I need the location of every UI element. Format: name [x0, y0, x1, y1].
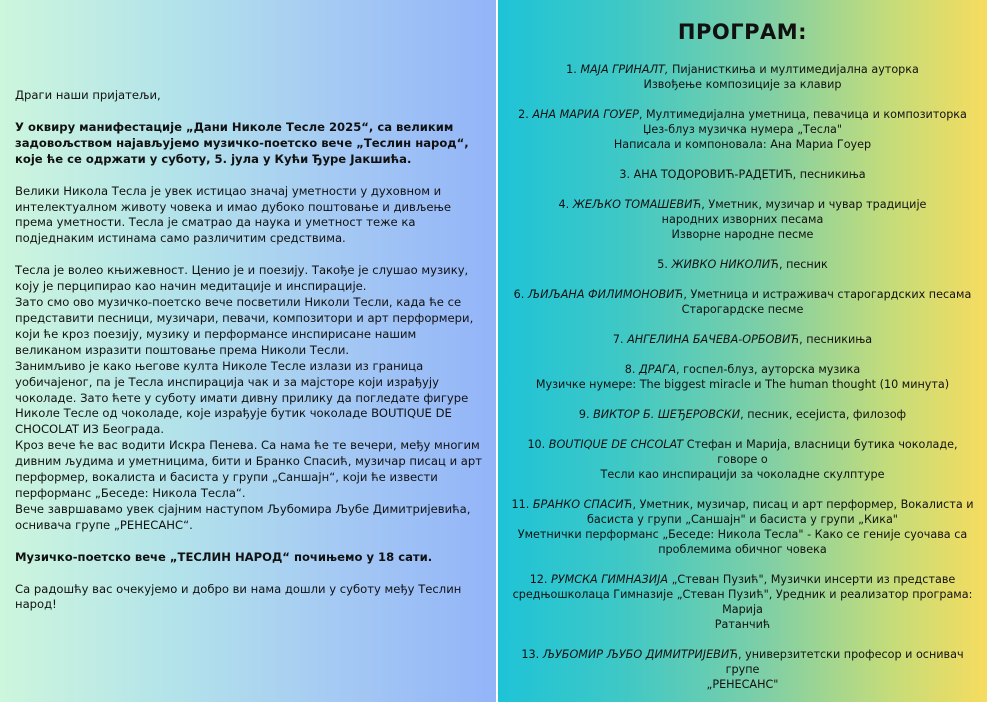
performer-description: , госпел-блуз, ауторска музика	[676, 363, 861, 376]
program-item-number: 5.	[657, 258, 668, 271]
program-item-number: 8.	[624, 363, 636, 376]
program-panel	[498, 0, 987, 702]
program-item	[506, 572, 979, 632]
paragraph-literature: Тесла је волео књижевност. Ценио је и поезију. Такође је слушао музику, коју је перципирао као начин медитације и инспирације.	[15, 263, 469, 294]
performer-name: ДРАГА	[638, 363, 676, 376]
program-item-number: 6.	[513, 288, 525, 301]
program-item	[506, 497, 979, 557]
performer-name: ЉУБОМИР ЉУБО ДИМИТРИЈЕВИЋ	[542, 648, 738, 661]
program-item	[506, 257, 979, 272]
program-item	[506, 197, 979, 242]
paragraph-finale: Вече завршавамо увек сјајним наступом Љубомира Љубе Димитријевића, оснивача групе „РЕНЕСАНС“.	[15, 501, 471, 532]
performer-description: , песникиња	[799, 333, 873, 346]
performer-description: „Стеван Пузић", Музички инсерти из представе средњошколаца Гимназије „Стеван Пузић", Уредник и реализатор програма: Марија Ратанчић	[512, 573, 973, 631]
performance-details: Изворне народне песме	[671, 228, 814, 241]
performer-name: ЖИВКО НИКОЛИЋ	[671, 258, 779, 271]
performer-description: , Мултимедијална уметница, певачица и композиторка	[638, 108, 967, 121]
program-item	[506, 287, 979, 317]
program-item	[506, 362, 979, 392]
performance-details: Извођење композиције за клавир	[643, 78, 842, 91]
performer-name: ВИКТОР Б. ШЕЂЕРОВСКИ	[593, 408, 741, 421]
performer-description: Пијанисткиња и мултимедијална ауторка	[668, 63, 919, 76]
performer-name: БРАНКО СПАСИЋ	[532, 498, 633, 511]
program-list	[506, 62, 979, 692]
performer-name: АНГЕЛИНА БАЧЕВА-ОРБОВИЋ	[627, 333, 800, 346]
program-item	[506, 167, 979, 182]
paragraph-chocolate: Занимљиво је како његове култа Николе Тесле излази из граница уобичајеног, па је Тесла инспирација чак и за мајсторе који израђују чоколаде. Зато ћете у суботу имати дивну прилику да погледате фигуре Николе Тесле од чоколаде, које израђује бутик чоколаде BOUTIQUE DE CHOCOLAT ИЗ Београда.	[15, 358, 469, 437]
program-item	[506, 107, 979, 152]
start-time-announcement	[15, 550, 482, 566]
program-item-number: 2.	[518, 108, 529, 121]
paragraph-dedication: Зато смо ово музичко-поетско вече посветили Николи Тесли, када ће се представити песници, музичари, певачи, композитори и арт перформери, који ће кроз поезију, музику и перформансе инспирисане нашим великаном изразити поштовање према Николи Тесли.	[15, 295, 474, 357]
performance-details: Џез-блуз музичка нумера „Тесла" Написала и компоновала: Ана Мариа Гоуер	[613, 123, 872, 151]
program-item	[506, 62, 979, 92]
performer-name: РУМСКА ГИМНАЗИЈА	[551, 573, 669, 586]
performer-name: АНА МАРИА ГОУЕР	[532, 108, 639, 121]
program-title: ПРОГРАМ:	[677, 20, 808, 44]
program-item-number: 12.	[529, 573, 548, 586]
performer-description: , песник	[778, 258, 828, 271]
performer-description: , Уметница и истраживач старогардских песама	[683, 288, 972, 301]
program-item-number: 7.	[612, 333, 624, 346]
performer-name: ЖЕЉКО ТОМАШЕВИЋ	[572, 198, 702, 211]
performer-description: , Уметник, музичар, писац и арт перформер, Вокалиста и басиста у групи „Саншајн" и басиста у групи „Кика"	[587, 498, 974, 526]
program-item	[506, 437, 979, 482]
performer-description: АНА ТОДОРОВИЋ-РАДЕТИЋ, песникиња	[633, 168, 866, 181]
performance-details: Музичке нумере: The biggest miracle и The human thought (10 минута)	[535, 378, 950, 391]
program-item-number: 9.	[578, 408, 590, 421]
performer-description: , Уметник, музичар и чувар традиције народних изворних песама	[661, 198, 927, 226]
intro-announcement	[15, 120, 482, 168]
performance-details: Уметнички перформанс „Беседе: Никола Тесла" - Како се геније суочава са проблемима обичног човека	[517, 528, 968, 556]
program-item-number: 1.	[566, 63, 577, 76]
closing-text: Са радошћу вас очекујемо и добро ви нама дошли у суботу међу Теслин народ!	[15, 581, 462, 612]
greeting: Драги наши пријатељи,	[15, 88, 161, 102]
start-time-bold: Музичко-поетско вече „ТЕСЛИН НАРОД“ почињемо у 18 сати.	[15, 549, 433, 564]
performance-details: Старогардске песме	[681, 303, 804, 316]
program-item-number: 3.	[619, 168, 631, 181]
program-item-number: 13.	[521, 648, 540, 661]
paragraph-host: Кроз вече ће вас водити Искра Пенева. Са нама ће те вечери, међу многим дивним људима и уметницима, бити и Бранко Спасић, музичар писац и арт перформер, вокалиста и басиста у групи „Саншајн“, који ће извести перформанс „Беседе: Никола Тесла“.	[15, 438, 483, 500]
performer-description: , универзитетски професор и оснивач групе „РЕНЕСАНС"	[706, 648, 964, 691]
program-item-number: 11.	[511, 498, 530, 511]
performer-name: BOUTIQUE DE CHCOLAT	[548, 438, 684, 451]
intro-bold-text: У оквиру манифестације „Дани Николе Тесле 2025“, са великим задовољством најављујемо музичко-поетско вече „Теслин народ“, које ће се одржати у суботу, 5. јула у Кући Ђуре Јакшића.	[15, 119, 469, 166]
performer-description: Стефан и Марија, власници бутика чоколаде, говоре о Тесли као инспирацији за чоколадне скулптуре	[600, 438, 958, 481]
performer-description: , песник, есејиста, филозоф	[740, 408, 907, 421]
program-item	[506, 407, 979, 422]
program-item	[506, 647, 979, 692]
program-item-number: 4.	[558, 198, 570, 211]
paragraph-art-importance: Велики Никола Тесла је увек истицао значај уметности у духовном и интелектуалном животу човека и имао дубоко поштовање и дивљење према уметности. Тесла је сматрао да наука и уметност теже ка подједнаким истинама само различитим средствима.	[15, 183, 452, 246]
program-item-number: 10.	[527, 438, 546, 451]
performer-name: ЉИЉАНА ФИЛИМОНОВИЋ	[527, 288, 684, 301]
performer-name: МАЈА ГРИНАЛТ,	[580, 63, 669, 76]
program-item	[506, 332, 979, 347]
